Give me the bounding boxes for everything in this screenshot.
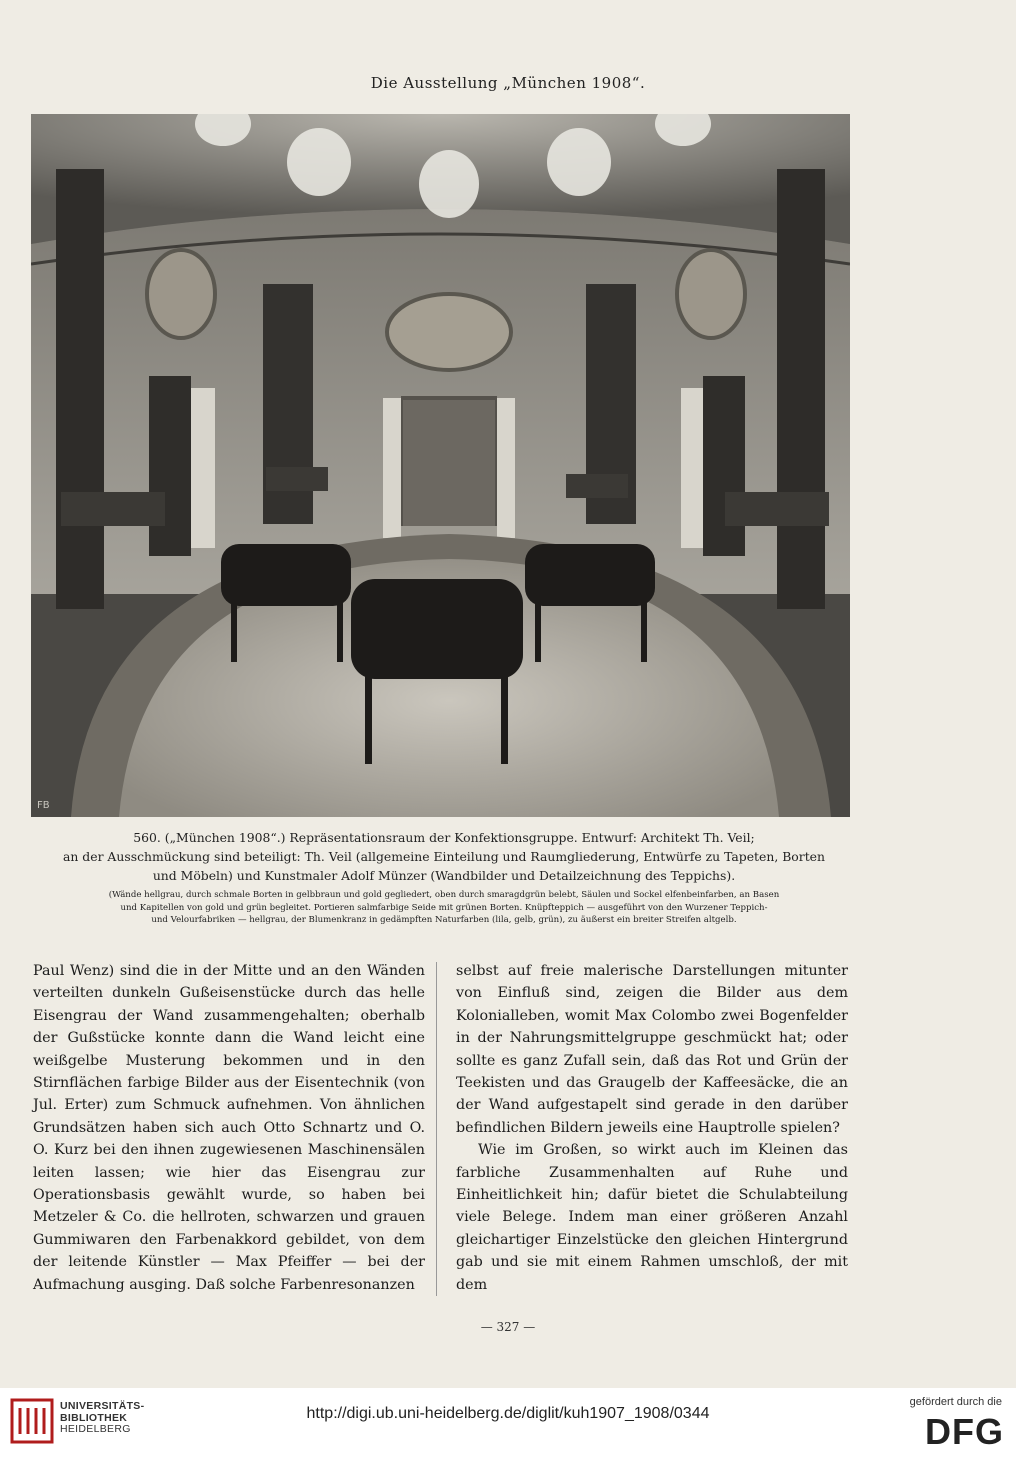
institution-line: UNIVERSITÄTS- [60, 1400, 145, 1412]
digitization-footer [0, 1388, 1016, 1459]
text-column-right [456, 960, 848, 1296]
paragraph: Wie im Großen, so wirkt auch im Kleinen das farbliche Zusammenhalten auf Ruhe und Einheitlichkeit hin; dafür bietet die Schulabteilung viele Belege. Indem man einer größeren Anzahl gleichartiger Einzelstücke den gleichen Hintergrund gab und sie mit einem Rahmen umschloß, der mit dem [456, 1142, 848, 1293]
institution-line: HEIDELBERG [60, 1423, 131, 1435]
column-divider [436, 962, 437, 1296]
paragraph: selbst auf freie malerische Darstellungen mitunter von Einfluß sind, zeigen die Bilder aus dem Kolonialleben, womit Max Colombo zwei Bogenfelder in der Nahrungsmittelgruppe geschmückt hat; oder sollte es ganz Zufall sein, daß das Rot und Grün der Teekisten und das Graugelb der Kaffeesäcke, die an der Wand aufgestapelt sind gerade in den darüber befindlichen Bildern jeweils eine Hauptrolle spielen? [456, 963, 848, 1136]
caption-line: und Möbeln) und Kunstmaler Adolf Münzer (Wandbilder und Detailzeichnung des Teppichs). [152, 868, 736, 883]
photo-monogram: FB [37, 800, 50, 811]
note-line: und Velourfabriken — hellgrau, der Blumenkranz in gedämpften Naturfarben (lila, gelb, grün), zu äußerst ein breiter Streifen altgelb. [151, 915, 737, 925]
paragraph: Paul Wenz) sind die in der Mitte und an den Wänden verteilten dunkeln Gußeisenstücke durch das helle Eisengrau der Wand zusammengehalten; oberhalb der Gußstücke konnte dann die Wand leicht eine weißgelbe Musterung bekommen und in den Stirnflächen farbige Bilder aus der Eisentechnik (von Jul. Erter) zum Schmuck aufnehmen. Von ähnlichen Grundsätzen haben sich auch Otto Schnartz und O. O. Kurz bei den ihnen zugewiesenen Maschinensälen leiten lassen; wie hier das Eisengrau zur Operationsbasis gewählt wurde, so haben bei Metzeler & Co. die hellroten, schwarzen und grauen Gummiwaren den Farbenakkord gebildet, von dem der leitende Künstler — Max Pfeiffer — bei der Aufmachung ausging. Daß solche Farbenresonanzen [33, 963, 425, 1293]
note-line: (Wände hellgrau, durch schmale Borten in gelbbraun und gold gegliedert, oben durch smaragdgrün belebt, Säulen und Sockel elfenbeinfarben, an Basen [108, 890, 780, 900]
caption-line: 560. („München 1908“.) Repräsentationsraum der Konfektionsgruppe. Entwurf: Architekt Th. Veil; [133, 830, 755, 845]
dfg-logo: DFG [925, 1411, 1004, 1452]
figure-caption [28, 828, 860, 885]
room-illustration [31, 114, 850, 817]
text-column-left [33, 960, 425, 1296]
permalink-url[interactable]: http://digi.ub.uni-heidelberg.de/diglit/kuh1907_1908/0344 [306, 1405, 710, 1422]
running-head: Die Ausstellung „München 1908“. [370, 74, 646, 92]
funding-note: gefördert durch die [909, 1396, 1002, 1408]
caption-line: an der Ausschmückung sind beteiligt: Th. Veil (allgemeine Einteilung und Raumgliederung, Entwürfe zu Tapeten, Borten [63, 849, 825, 864]
exhibition-room-photograph [31, 114, 850, 817]
figure-note [28, 889, 860, 927]
page-number: — 327 — [480, 1320, 536, 1334]
note-line: und Kapitellen von gold und grün begleitet. Portieren salmfarbige Seide mit grünen Borten. Knüpfteppich — ausgeführt von den Wurzener Teppich- [120, 902, 768, 913]
institution-line: BIBLIOTHEK [60, 1411, 128, 1424]
